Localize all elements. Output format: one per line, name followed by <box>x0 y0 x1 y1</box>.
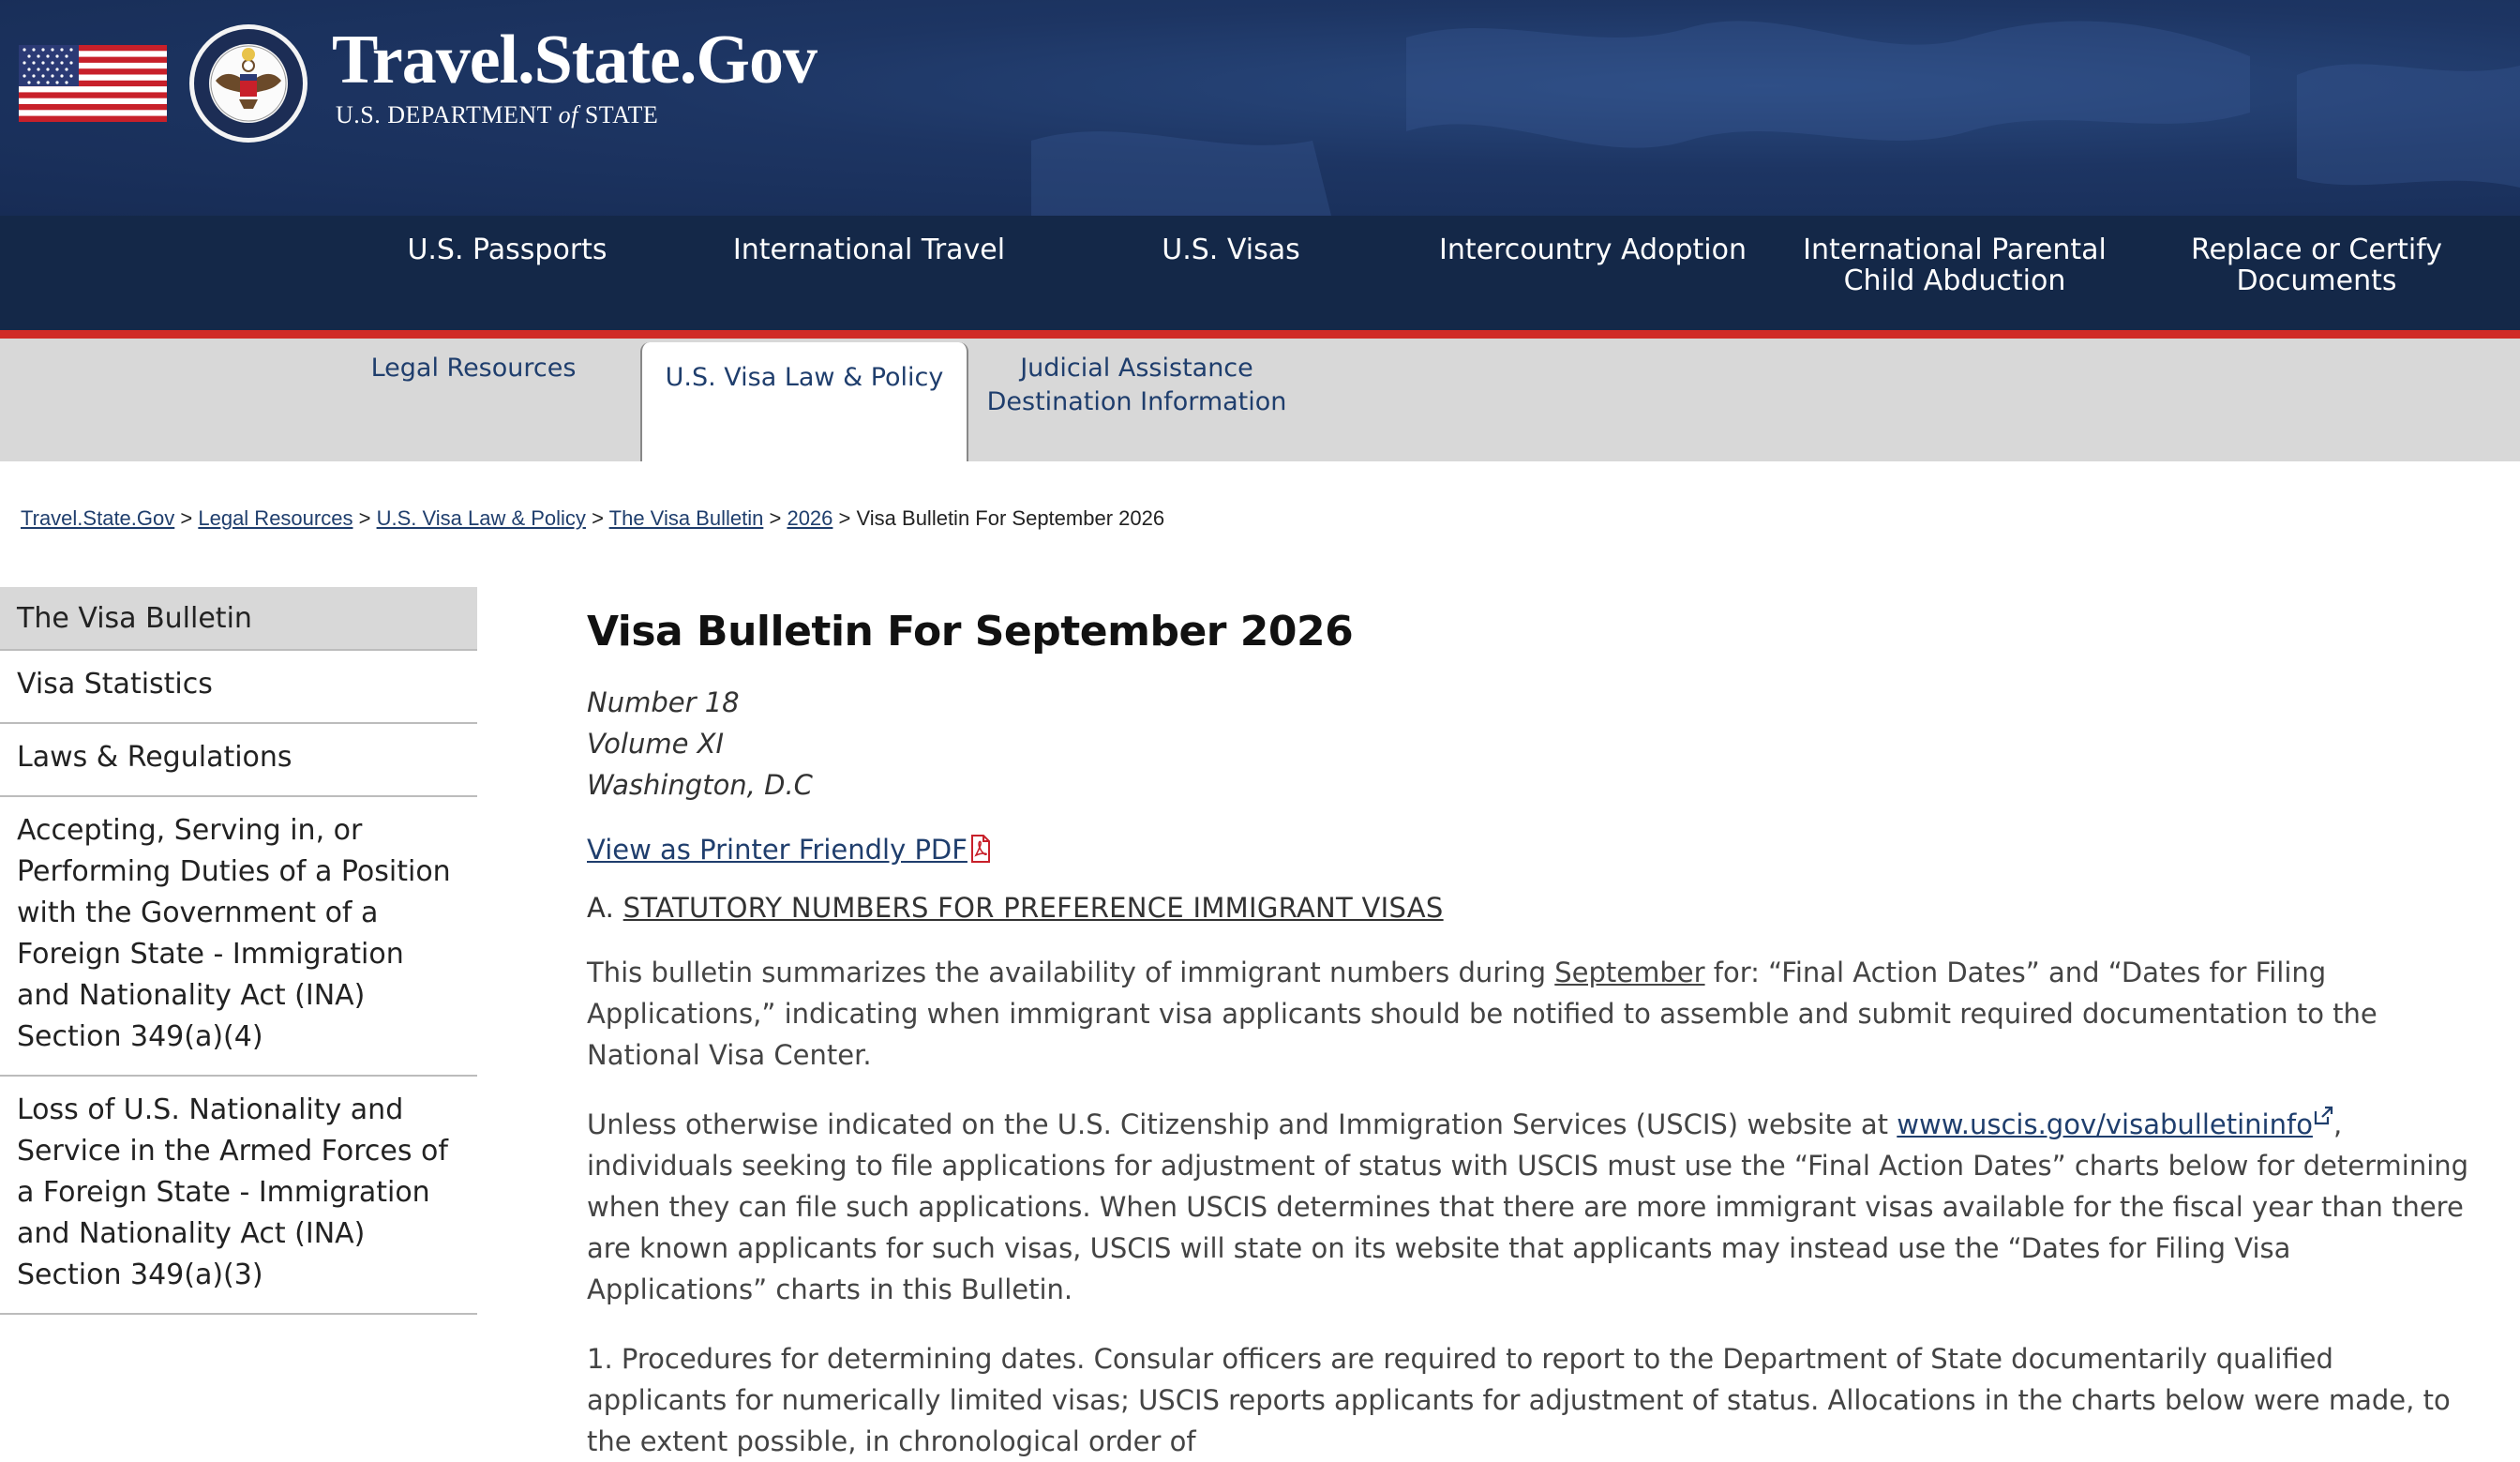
nav-international-travel[interactable]: International Travel <box>732 234 1006 266</box>
sidebar-item-ina-349a3[interactable]: Loss of U.S. Nationality and Service in the Armed Forces of a Foreign State - Immigration and Nationality Act (INA) Section 349(a)(3) <box>0 1077 477 1315</box>
breadcrumb-separator: > <box>592 506 604 530</box>
paragraph-bulletin-summary: This bulletin summarizes the availability of immigrant numbers during September for: “Final Action Dates” and “Dates for Filing Applications,” indicating when immigrant visa applicants should be notified to assemble and submit required documentation to the National Visa Center. <box>587 957 2378 1071</box>
site-subtitle: U.S. DEPARTMENT of STATE <box>336 101 659 128</box>
breadcrumb-link-visa-law-policy[interactable]: U.S. Visa Law & Policy <box>376 506 586 530</box>
printer-friendly-pdf-link[interactable]: View as Printer Friendly PDF <box>587 834 991 866</box>
pdf-icon <box>970 835 991 863</box>
breadcrumb <box>21 506 1164 531</box>
bulletin-volume: Volume XI <box>587 728 725 760</box>
paragraph-procedures: 1. Procedures for determining dates. Consular officers are required to report to the Department of State documentarily qualified applicants for numerically limited visas; USCIS reports applicants for adjustment of status. Allocations in the charts below were made, to the extent possible, in chronological order of <box>587 1343 2451 1457</box>
primary-navigation <box>0 216 2520 339</box>
nav-replace-or-certify-documents[interactable]: Replace or Certify Documents <box>2190 234 2443 297</box>
subnav-us-visa-law-policy[interactable]: U.S. Visa Law & Policy <box>640 342 968 461</box>
breadcrumb-link-legal-resources[interactable]: Legal Resources <box>198 506 353 530</box>
site-title[interactable]: Travel.State.Gov <box>332 22 817 98</box>
subnav-judicial-assistance[interactable]: Judicial Assistance Destination Information <box>986 354 1287 416</box>
breadcrumb-link-2026[interactable]: 2026 <box>787 506 833 530</box>
site-header <box>0 0 2520 216</box>
external-link-icon <box>2313 1106 2333 1126</box>
nav-us-visas[interactable]: U.S. Visas <box>1162 234 1300 266</box>
breadcrumb-current: Visa Bulletin For September 2026 <box>856 506 1165 530</box>
bulletin-number: Number 18 <box>587 686 740 718</box>
paragraph-uscis-info: Unless otherwise indicated on the U.S. Citizenship and Immigration Services (USCIS) website at www.uscis.gov/visabulletininfo , individuals seeking to file applications for adjustment of status with USCIS must use the “Final Action Dates” charts below for determining when they can file such applications. When USCIS determines that there are more immigrant visas available for the fiscal year than there are known applicants for such visas, USCIS will state on its website that applicants may instead use the “Dates for Filing Visa Applications” charts in this Bulletin. <box>587 1104 2471 1310</box>
main-content <box>587 608 2469 1462</box>
nav-international-parental-child-abduction[interactable]: International Parental Child Abduction <box>1803 234 2107 297</box>
uscis-visa-bulletin-link[interactable]: www.uscis.gov/visabulletininfo <box>1897 1108 2313 1140</box>
secondary-navigation <box>0 339 2520 461</box>
breadcrumb-separator: > <box>838 506 851 530</box>
page-title: Visa Bulletin For September 2026 <box>587 608 1354 656</box>
breadcrumb-separator: > <box>769 506 782 530</box>
section-heading-a: A. STATUTORY NUMBERS FOR PREFERENCE IMMIGRANT VISAS <box>587 892 1444 924</box>
breadcrumb-link-home[interactable]: Travel.State.Gov <box>21 506 175 530</box>
nav-us-passports[interactable]: U.S. Passports <box>407 234 608 266</box>
sidebar-item-visa-bulletin[interactable]: The Visa Bulletin <box>0 587 477 651</box>
nav-intercountry-adoption[interactable]: Intercountry Adoption <box>1439 234 1747 266</box>
sidebar-item-laws-regulations[interactable]: Laws & Regulations <box>0 724 477 797</box>
breadcrumb-separator: > <box>180 506 193 530</box>
sidebar <box>0 587 477 1315</box>
bulletin-location: Washington, D.C <box>587 769 813 801</box>
us-flag-icon <box>19 45 167 122</box>
sidebar-item-visa-statistics[interactable]: Visa Statistics <box>0 651 477 724</box>
subnav-legal-resources[interactable]: Legal Resources <box>370 354 577 383</box>
sidebar-item-ina-349a4[interactable]: Accepting, Serving in, or Performing Duties of a Position with the Government of a Foreign State - Immigration and Nationality Act (INA) Section 349(a)(4) <box>0 797 477 1077</box>
breadcrumb-link-visa-bulletin[interactable]: The Visa Bulletin <box>608 506 764 530</box>
state-department-seal-icon <box>188 23 309 144</box>
breadcrumb-separator: > <box>358 506 371 530</box>
